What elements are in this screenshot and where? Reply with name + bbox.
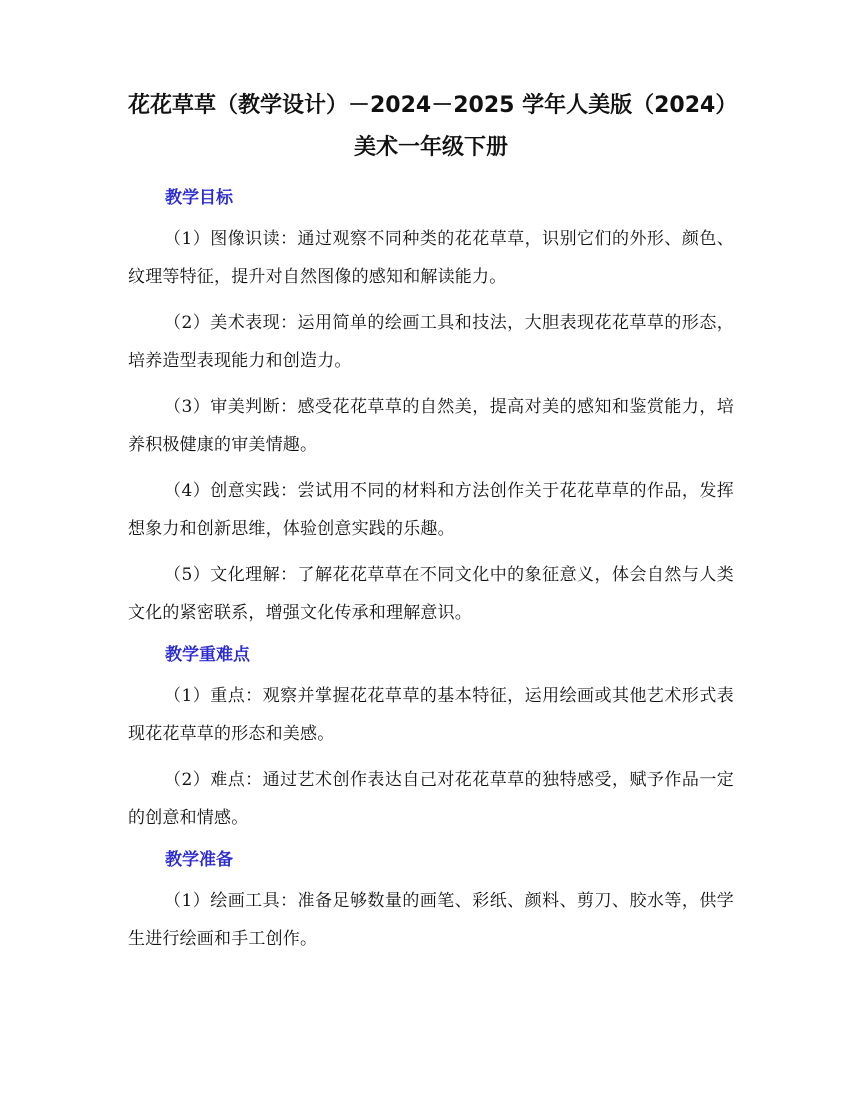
paragraph-objective-4: （4）创意实践：尝试用不同的材料和方法创作关于花花草草的作品，发挥想象力和创新思维，体验创意实践的乐趣。	[128, 481, 734, 539]
title-line-2: 美术一年级下册	[353, 135, 508, 160]
paragraph-preparation-1: （1）绘画工具：准备足够数量的画笔、彩纸、颜料、剪刀、胶水等，供学生进行绘画和手工创作。	[128, 891, 734, 949]
paragraph-objective-5: （5）文化理解：了解花花草草在不同文化中的象征意义，体会自然与人类文化的紧密联系，增强文化传承和理解意识。	[128, 565, 734, 623]
paragraph-key-point-2: （2）难点：通过艺术创作表达自己对花花草草的独特感受，赋予作品一定的创意和情感。	[128, 770, 734, 828]
section-heading-preparation: 教学准备	[165, 850, 233, 870]
paragraph-objective-1: （1）图像识读：通过观察不同种类的花花草草，识别它们的外形、颜色、纹理等特征，提升对自然图像的感知和解读能力。	[128, 229, 734, 287]
title-line-1: 花花草草（教学设计）－2024－2025 学年人美版（2024）	[128, 93, 738, 118]
document-page	[128, 93, 738, 958]
document-title	[128, 93, 738, 160]
paragraph-objective-2: （2）美术表现：运用简单的绘画工具和技法，大胆表现花花草草的形态，培养造型表现能力和创造力。	[128, 313, 734, 371]
section-heading-key-points: 教学重难点	[165, 645, 250, 665]
section-heading-objectives: 教学目标	[165, 188, 233, 208]
paragraph-key-point-1: （1）重点：观察并掌握花花草草的基本特征，运用绘画或其他艺术形式表现花花草草的形态和美感。	[128, 686, 734, 744]
paragraph-objective-3: （3）审美判断：感受花花草草的自然美，提高对美的感知和鉴赏能力，培养积极健康的审美情趣。	[128, 397, 734, 455]
